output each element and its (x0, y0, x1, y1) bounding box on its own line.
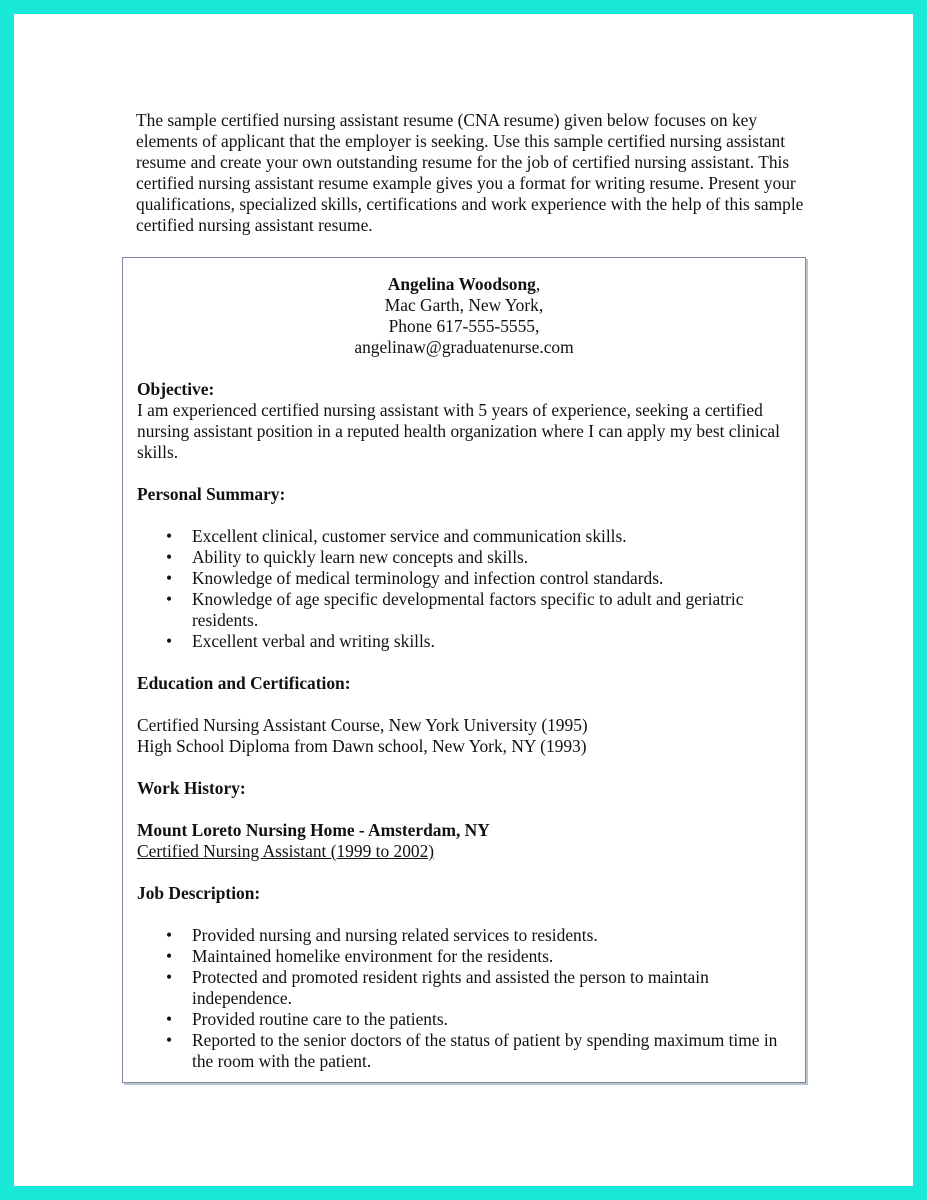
summary-heading: Personal Summary: (137, 484, 286, 504)
intro-paragraph: The sample certified nursing assistant resume (CNA resume) given below focuses on key elements of applicant that the employer is seeking. Use this sample certified nursing assistant resume and create your own outstanding resume for the job of certified nursing assistant. This certified nursing assistant resume example gives you a format for writing resume. Present your qualifications, specialized skills, certifications and work experience with the help of this sample certified nursing assistant resume. (136, 110, 804, 235)
job-description-list (137, 925, 791, 1072)
bullet-icon: • (165, 1009, 173, 1029)
work-heading: Work History: (137, 778, 246, 798)
bullet-icon: • (165, 568, 173, 588)
summary-list (137, 526, 791, 652)
bullet-icon: • (165, 1030, 173, 1050)
employer-name: Mount Loreto Nursing Home - Amsterdam, NY (137, 820, 490, 840)
list-item: • Provided routine care to the patients. (165, 1009, 448, 1029)
bullet-icon: • (165, 631, 173, 651)
contact-phone: Phone 617-555-5555, (388, 316, 540, 336)
list-item: • Excellent verbal and writing skills. (165, 631, 435, 651)
bullet-icon: • (165, 547, 173, 567)
list-item: • Protected and promoted resident rights and assisted the person to maintain independence. (165, 967, 709, 1008)
contact-name-line: Angelina Woodsong, (387, 274, 541, 294)
resume-header (123, 274, 805, 358)
contact-address: Mac Garth, New York, (384, 295, 544, 315)
list-item: • Reported to the senior doctors of the status of patient by spending maximum time in the room with the patient. (165, 1030, 778, 1071)
education-line: Certified Nursing Assistant Course, New York University (1995) (137, 715, 588, 735)
list-item: • Knowledge of age specific developmental factors specific to adult and geriatric residents. (165, 589, 744, 630)
list-item: • Maintained homelike environment for the residents. (165, 946, 554, 966)
applicant-name: Angelina Woodsong (387, 274, 536, 294)
document-page (14, 14, 913, 1186)
bullet-icon: • (165, 589, 173, 609)
bullet-icon: • (165, 526, 173, 546)
list-item: • Ability to quickly learn new concepts and skills. (165, 547, 529, 567)
objective-heading: Objective: (137, 379, 215, 399)
education-heading: Education and Certification: (137, 673, 351, 693)
resume-content (123, 358, 805, 1072)
education-line: High School Diploma from Dawn school, New York, NY (1993) (137, 736, 587, 756)
objective-text: I am experienced certified nursing assistant with 5 years of experience, seeking a certified nursing assistant position in a reputed health organization where I can apply my best clinical skills. (137, 400, 780, 462)
bullet-icon: • (165, 946, 173, 966)
job-role: Certified Nursing Assistant (1999 to 2002) (137, 841, 435, 861)
bullet-icon: • (165, 967, 173, 987)
contact-email: angelinaw@graduatenurse.com (354, 337, 574, 357)
list-item: • Excellent clinical, customer service and communication skills. (165, 526, 627, 546)
list-item: • Knowledge of medical terminology and infection control standards. (165, 568, 664, 588)
job-description-heading: Job Description: (137, 883, 261, 903)
bullet-icon: • (165, 925, 173, 945)
list-item: • Provided nursing and nursing related services to residents. (165, 925, 598, 945)
resume-box (122, 257, 806, 1083)
